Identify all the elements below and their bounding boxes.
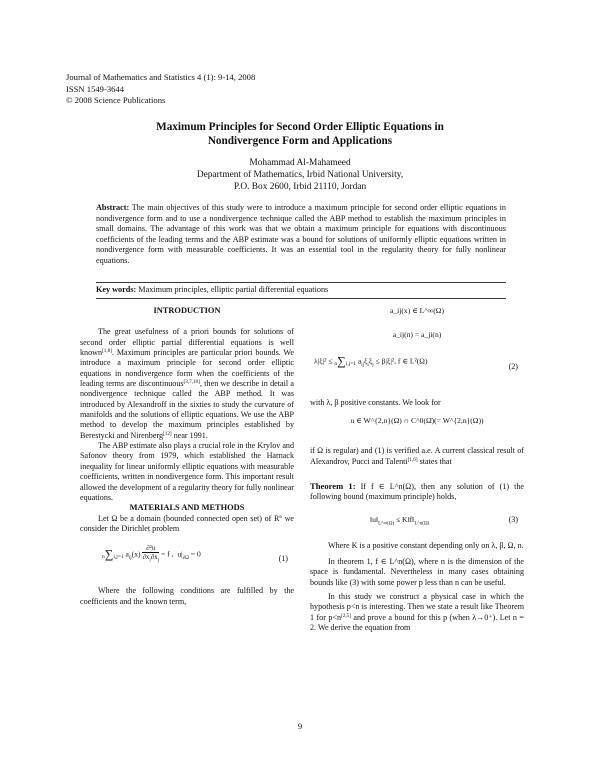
equation-2 xyxy=(310,350,524,386)
equation-3 xyxy=(310,511,524,533)
equation-1 xyxy=(80,538,294,578)
equation-2-body: λ|ξ|² ≤ n∑i,j=1 $a_{ij}\xi_i\xi_j \le \beta|\xi|^2$, f ∈ L²(Ω) xyxy=(314,354,428,368)
sum-symbol: n∑i,j=1 xyxy=(102,547,124,562)
equation-2-number: (2) xyxy=(508,362,518,371)
divider-top xyxy=(96,282,506,283)
theorem-label: Theorem 1: xyxy=(310,481,356,492)
journal-header xyxy=(66,72,255,107)
abstract xyxy=(96,203,506,267)
keywords-label: Key words: xyxy=(96,285,137,294)
condition-1: a_ij(x) ∈ L^∞(Ω) xyxy=(390,306,444,315)
paper-title xyxy=(66,120,534,148)
title-line-2: Nondivergence Form and Applications xyxy=(207,135,393,147)
equation-3-body: $‖u‖_{L\^{}\infty(\Omega)}$ ≤ $K‖f‖_{L\^{}n(\Omega)}$ xyxy=(370,514,430,527)
condition-2: a_ij(n) = a_ji(n) xyxy=(392,330,442,339)
right-paragraph-3: Where K is a positive constant depending only on λ, β, Ω, n. xyxy=(328,540,524,550)
right-column xyxy=(310,306,524,633)
left-column xyxy=(80,306,294,607)
journal-copyright: © 2008 Science Publications xyxy=(66,95,166,105)
journal-issn: ISSN 1549-3644 xyxy=(66,83,125,94)
solution-space: u ∈ W^{2,n}(Ω) ∩ C^0(Ω̄)(= W^{2,n}(Ω)) xyxy=(350,416,484,426)
keywords-text: Maximum principles, elliptic partial differential equations xyxy=(138,285,329,294)
author-name: Mohammad Al-Mahameed xyxy=(249,158,351,168)
right-paragraph-2: if Ω is regular) and (1) is verified a.e. A current classical result of Alexandrov, Pucci and Talenti[1,6] states that xyxy=(310,446,524,466)
page-number: 9 xyxy=(297,721,303,731)
right-paragraph-5: In this study we construct a physical case in which the hypothesis p<n is interesting. Then we state a result like Theorem 1 for p<n[2,5] and prove a bound for this p (when λ→0⁺). Let n = 2. We derive the equation from xyxy=(310,592,524,633)
author-block xyxy=(66,157,534,194)
theorem-1: Theorem 1: If f ∈ L^n(Ω), then any solution of (1) the following bound (maximum principle) holds, xyxy=(310,481,524,502)
equation-1-body: n∑i,j=1 $a_{ij}(x)$ $\frac{\text{∂²u}}{\partial x_i\partial x_j}$ = f , $u|_{\partial\Omega} = 0$ xyxy=(102,544,201,564)
intro-paragraph-2: The ABP estimate also plays a crucial role in the Krylov and Safonov theory from 1979, which established the Harnack inequality for linear uniformly elliptic equations with measurable coefficients, written in nondivergence form. This important result allowed the development of a regularity theory for fully nonlinear equations. xyxy=(80,441,294,502)
keywords xyxy=(96,285,506,296)
title-line-1: Maximum Principles for Second Order Elliptic Equations in xyxy=(156,121,444,133)
author-department: Department of Mathematics, Irbid National University, xyxy=(196,170,404,181)
intro-heading: INTRODUCTION xyxy=(153,306,221,315)
intro-paragraph-1: The great usefulness of a priori bounds for solutions of second order elliptic partial differential equations is well known[1,8]. Maximum principles are particular priori bounds. We introduce a maximum principle for second order elliptic equations in nondivergence form when the coefficients of the leading terms are discontinuous[3,7,10], then we describe in detail a nondivergence technique called the ABP method. It was introduced by Alexandroff in the sixties to study the curvature of manifolds and the solutions of elliptic equations. We use the ABP method to develop the maximum principles established by Berestycki and Nirenberg[12] near 1991. xyxy=(80,327,294,440)
right-paragraph-4: In theorem 1, f ∈ L^n(Ω), where n is the dimension of the space is fundamental. Nevertheless in many cases obtaining bounds like (3) with some power p less than n can be useful. xyxy=(310,557,524,587)
methods-paragraph-2: Where the following conditions are fulfilled by the coefficients and the known term, xyxy=(80,586,294,606)
divider-bottom xyxy=(96,298,506,299)
journal-citation: Journal of Mathematics and Statistics 4 (1): 9-14, 2008 xyxy=(66,72,256,82)
methods-heading: MATERIALS AND METHODS xyxy=(129,503,245,513)
abstract-text: The main objectives of this study were to introduce a maximum principle for second order elliptic equations in nondivergence form and to use a nondivergence technique called the ABP method to establish the maximum principles in small domains. The advantage of this work was that we obtain a maximum principle for equations with discontinuous coefficients of the leading terms and the ABP estimate was a bound for solutions of uniformly elliptic equations written in nondivergence form with measurable coefficients. It was an essential tool in the regularity theory for fully nonlinear equations. xyxy=(96,203,507,265)
methods-paragraph-1: Let Ω be a domain (bounded connected open set) of $R^n$ we consider the Dirichlet problem xyxy=(80,513,295,533)
equation-1-number: (1) xyxy=(278,554,288,564)
fraction-d2u: $\frac{\text{∂²u}}{\partial x_i\partial x_j}$ xyxy=(142,544,160,564)
equation-3-number: (3) xyxy=(508,514,518,524)
right-paragraph-1: with λ, β positive constants. We look for xyxy=(310,398,441,407)
author-address: P.O. Box 2600, Irbid 21110, Jordan xyxy=(233,182,367,193)
abstract-label: Abstract: xyxy=(96,203,130,212)
